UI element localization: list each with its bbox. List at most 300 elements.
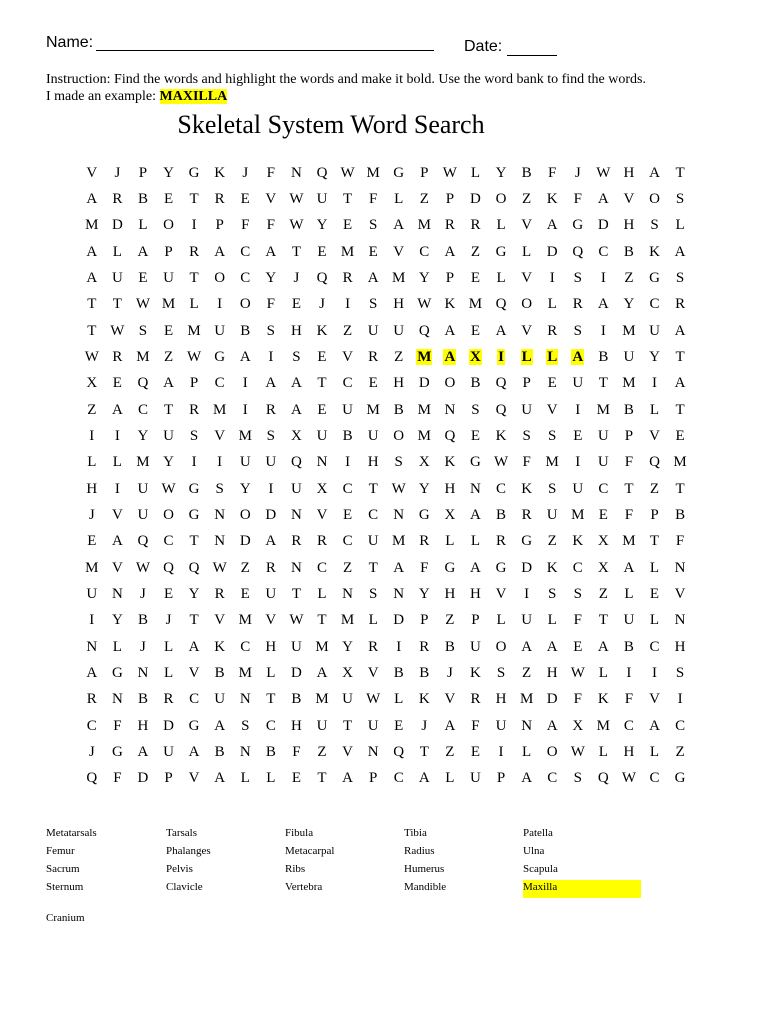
- grid-letter[interactable]: E: [317, 348, 327, 365]
- grid-letter[interactable]: K: [597, 691, 609, 708]
- grid-letter[interactable]: E: [317, 243, 327, 260]
- grid-letter[interactable]: Z: [342, 559, 353, 576]
- grid-letter[interactable]: M: [596, 401, 611, 418]
- grid-letter[interactable]: I: [345, 454, 351, 471]
- grid-letter[interactable]: K: [418, 691, 430, 708]
- grid-letter[interactable]: U: [163, 427, 174, 444]
- grid-letter[interactable]: L: [112, 243, 122, 260]
- grid-letter[interactable]: R: [265, 559, 276, 576]
- grid-letter[interactable]: A: [546, 217, 558, 234]
- grid-letter[interactable]: L: [470, 533, 481, 550]
- grid-letter[interactable]: P: [420, 164, 429, 181]
- grid-letter[interactable]: T: [87, 322, 97, 339]
- grid-letter[interactable]: M: [187, 322, 201, 339]
- grid-letter[interactable]: W: [442, 164, 457, 181]
- grid-letter[interactable]: A: [649, 164, 660, 181]
- grid-letter[interactable]: H: [367, 454, 379, 471]
- grid-letter[interactable]: K: [546, 559, 558, 576]
- grid-letter[interactable]: T: [189, 190, 199, 207]
- grid-letter[interactable]: S: [266, 322, 275, 339]
- grid-letter[interactable]: T: [675, 348, 685, 365]
- grid-letter[interactable]: W: [570, 743, 585, 760]
- grid-letter[interactable]: M: [417, 348, 432, 365]
- grid-letter[interactable]: N: [239, 743, 251, 760]
- grid-letter[interactable]: L: [496, 217, 506, 234]
- grid-letter[interactable]: J: [114, 164, 121, 181]
- grid-letter[interactable]: R: [675, 296, 686, 313]
- grid-letter[interactable]: U: [265, 585, 277, 602]
- grid-letter[interactable]: K: [444, 454, 456, 471]
- grid-letter[interactable]: H: [495, 691, 507, 708]
- grid-letter[interactable]: K: [470, 664, 481, 681]
- grid-letter[interactable]: Z: [87, 401, 97, 418]
- grid-letter[interactable]: Q: [316, 164, 328, 181]
- grid-letter[interactable]: S: [675, 664, 685, 681]
- grid-letter[interactable]: N: [316, 454, 328, 471]
- grid-letter[interactable]: E: [368, 375, 378, 392]
- grid-letter[interactable]: G: [649, 269, 660, 286]
- grid-letter[interactable]: W: [212, 559, 227, 576]
- grid-letter[interactable]: T: [189, 612, 199, 629]
- grid-letter[interactable]: O: [239, 296, 251, 313]
- grid-letter[interactable]: I: [677, 691, 683, 708]
- grid-letter[interactable]: Q: [649, 454, 660, 471]
- grid-letter[interactable]: W: [621, 770, 637, 787]
- grid-letter[interactable]: A: [111, 533, 123, 550]
- grid-letter[interactable]: L: [368, 612, 378, 629]
- grid-letter[interactable]: Y: [111, 612, 123, 629]
- grid-letter[interactable]: B: [342, 427, 353, 444]
- grid-letter[interactable]: L: [598, 743, 608, 760]
- grid-letter[interactable]: R: [265, 401, 276, 418]
- grid-letter[interactable]: T: [163, 401, 174, 418]
- grid-letter[interactable]: C: [342, 480, 353, 497]
- grid-letter[interactable]: C: [163, 533, 174, 550]
- grid-letter[interactable]: L: [112, 638, 122, 655]
- grid-letter[interactable]: Z: [240, 559, 250, 576]
- grid-letter[interactable]: L: [163, 664, 174, 681]
- grid-letter[interactable]: I: [217, 454, 223, 471]
- grid-letter[interactable]: H: [623, 743, 635, 760]
- grid-letter[interactable]: Z: [624, 269, 634, 286]
- grid-letter[interactable]: I: [89, 427, 95, 444]
- grid-letter[interactable]: I: [575, 401, 581, 418]
- grid-letter[interactable]: Y: [137, 427, 149, 444]
- grid-letter[interactable]: M: [136, 348, 150, 365]
- grid-letter[interactable]: U: [111, 269, 123, 286]
- grid-letter[interactable]: A: [342, 770, 353, 787]
- grid-letter[interactable]: R: [470, 691, 481, 708]
- grid-letter[interactable]: A: [86, 664, 98, 681]
- grid-letter[interactable]: Z: [342, 322, 353, 339]
- grid-letter[interactable]: H: [674, 638, 686, 655]
- grid-letter[interactable]: Y: [239, 480, 251, 497]
- grid-letter[interactable]: N: [290, 559, 302, 576]
- grid-letter[interactable]: N: [86, 638, 98, 655]
- grid-letter[interactable]: C: [240, 638, 251, 655]
- grid-letter[interactable]: P: [215, 217, 224, 234]
- grid-letter[interactable]: U: [342, 401, 353, 418]
- grid-letter[interactable]: U: [342, 691, 353, 708]
- grid-letter[interactable]: M: [238, 427, 252, 444]
- grid-letter[interactable]: V: [188, 664, 200, 681]
- grid-letter[interactable]: H: [290, 322, 302, 339]
- grid-letter[interactable]: X: [342, 664, 353, 681]
- grid-letter[interactable]: U: [290, 638, 302, 655]
- grid-letter[interactable]: T: [112, 296, 122, 313]
- grid-letter[interactable]: R: [547, 322, 558, 339]
- grid-letter[interactable]: F: [624, 691, 634, 708]
- grid-letter[interactable]: A: [674, 375, 686, 392]
- grid-letter[interactable]: A: [470, 506, 481, 523]
- grid-letter[interactable]: D: [546, 243, 558, 260]
- grid-letter[interactable]: I: [396, 638, 402, 655]
- grid-letter[interactable]: A: [265, 375, 277, 392]
- grid-letter[interactable]: H: [86, 480, 98, 497]
- grid-letter[interactable]: I: [575, 454, 581, 471]
- grid-letter[interactable]: M: [213, 401, 227, 418]
- grid-letter[interactable]: E: [368, 243, 378, 260]
- grid-letter[interactable]: B: [265, 743, 276, 760]
- grid-letter[interactable]: V: [444, 691, 456, 708]
- grid-letter[interactable]: N: [239, 691, 251, 708]
- grid-letter[interactable]: M: [238, 612, 252, 629]
- grid-letter[interactable]: I: [114, 427, 120, 444]
- grid-letter[interactable]: A: [444, 717, 456, 734]
- grid-letter[interactable]: D: [239, 533, 251, 550]
- grid-letter[interactable]: T: [368, 559, 378, 576]
- grid-letter[interactable]: B: [393, 401, 404, 418]
- grid-letter[interactable]: A: [290, 401, 302, 418]
- grid-letter[interactable]: N: [290, 164, 302, 181]
- grid-letter[interactable]: S: [650, 217, 659, 234]
- grid-letter[interactable]: T: [342, 717, 353, 734]
- grid-letter[interactable]: U: [546, 506, 558, 523]
- grid-letter[interactable]: F: [624, 454, 634, 471]
- grid-letter[interactable]: L: [522, 243, 532, 260]
- grid-letter[interactable]: Q: [495, 296, 507, 313]
- grid-letter[interactable]: K: [214, 164, 226, 181]
- grid-letter[interactable]: S: [241, 717, 250, 734]
- grid-letter[interactable]: W: [417, 296, 432, 313]
- grid-letter[interactable]: I: [498, 348, 504, 365]
- grid-letter[interactable]: K: [649, 243, 660, 260]
- grid-letter[interactable]: Q: [316, 269, 328, 286]
- grid-letter[interactable]: A: [111, 401, 123, 418]
- grid-letter[interactable]: W: [135, 296, 151, 313]
- grid-letter[interactable]: B: [623, 243, 634, 260]
- grid-letter[interactable]: N: [111, 585, 123, 602]
- grid-letter[interactable]: Q: [418, 322, 430, 339]
- grid-letter[interactable]: T: [598, 375, 608, 392]
- grid-letter[interactable]: R: [496, 533, 507, 550]
- grid-letter[interactable]: I: [191, 454, 197, 471]
- grid-letter[interactable]: P: [164, 770, 173, 787]
- grid-letter[interactable]: K: [572, 533, 584, 550]
- grid-letter[interactable]: C: [86, 717, 97, 734]
- grid-letter[interactable]: S: [215, 480, 224, 497]
- grid-letter[interactable]: X: [418, 454, 430, 471]
- grid-letter[interactable]: V: [521, 322, 533, 339]
- grid-letter[interactable]: S: [496, 664, 506, 681]
- grid-letter[interactable]: B: [214, 743, 225, 760]
- grid-letter[interactable]: Q: [86, 770, 98, 787]
- grid-letter[interactable]: P: [164, 243, 173, 260]
- grid-letter[interactable]: V: [495, 585, 507, 602]
- grid-letter[interactable]: X: [597, 559, 609, 576]
- grid-letter[interactable]: X: [572, 717, 584, 734]
- grid-letter[interactable]: A: [316, 664, 328, 681]
- grid-letter[interactable]: A: [649, 717, 660, 734]
- grid-letter[interactable]: H: [623, 164, 635, 181]
- grid-letter[interactable]: V: [86, 164, 98, 181]
- grid-letter[interactable]: H: [444, 480, 456, 497]
- grid-letter[interactable]: L: [240, 770, 250, 787]
- grid-letter[interactable]: M: [417, 427, 431, 444]
- grid-letter[interactable]: A: [521, 638, 533, 655]
- grid-letter[interactable]: U: [367, 427, 379, 444]
- grid-letter[interactable]: W: [289, 612, 304, 629]
- grid-letter[interactable]: B: [214, 664, 225, 681]
- grid-letter[interactable]: S: [368, 217, 378, 234]
- grid-letter[interactable]: O: [521, 296, 533, 313]
- grid-letter[interactable]: C: [496, 480, 507, 497]
- grid-letter[interactable]: M: [519, 691, 534, 708]
- grid-letter[interactable]: A: [444, 348, 456, 365]
- grid-letter[interactable]: A: [444, 322, 456, 339]
- grid-letter[interactable]: B: [623, 638, 634, 655]
- grid-letter[interactable]: U: [290, 480, 302, 497]
- grid-letter[interactable]: I: [498, 743, 504, 760]
- grid-letter[interactable]: I: [549, 269, 555, 286]
- grid-letter[interactable]: I: [626, 664, 632, 681]
- grid-letter[interactable]: P: [445, 269, 455, 286]
- grid-letter[interactable]: V: [214, 427, 226, 444]
- grid-letter[interactable]: L: [649, 559, 660, 576]
- grid-letter[interactable]: M: [417, 217, 431, 234]
- grid-letter[interactable]: T: [317, 375, 327, 392]
- grid-letter[interactable]: A: [597, 296, 609, 313]
- grid-letter[interactable]: A: [265, 243, 277, 260]
- grid-letter[interactable]: L: [522, 743, 532, 760]
- grid-letter[interactable]: U: [86, 585, 98, 602]
- grid-letter[interactable]: Z: [317, 743, 327, 760]
- grid-letter[interactable]: Y: [418, 585, 430, 602]
- grid-letter[interactable]: B: [137, 190, 148, 207]
- grid-letter[interactable]: V: [649, 427, 660, 444]
- grid-letter[interactable]: B: [521, 164, 532, 181]
- grid-letter[interactable]: D: [137, 770, 149, 787]
- grid-letter[interactable]: J: [88, 743, 95, 760]
- grid-letter[interactable]: Q: [597, 770, 609, 787]
- grid-letter[interactable]: W: [391, 480, 406, 497]
- grid-letter[interactable]: D: [290, 664, 302, 681]
- grid-letter[interactable]: L: [521, 348, 532, 365]
- grid-letter[interactable]: O: [649, 190, 660, 207]
- grid-letter[interactable]: N: [444, 401, 456, 418]
- grid-letter[interactable]: F: [420, 559, 429, 576]
- grid-letter[interactable]: R: [572, 296, 583, 313]
- grid-letter[interactable]: A: [188, 743, 200, 760]
- grid-letter[interactable]: Z: [445, 612, 455, 629]
- grid-letter[interactable]: H: [623, 217, 635, 234]
- grid-letter[interactable]: B: [623, 401, 634, 418]
- grid-letter[interactable]: A: [214, 717, 226, 734]
- grid-letter[interactable]: F: [675, 533, 685, 550]
- grid-letter[interactable]: T: [317, 770, 327, 787]
- grid-letter[interactable]: L: [163, 638, 174, 655]
- grid-letter[interactable]: S: [548, 480, 557, 497]
- grid-letter[interactable]: K: [316, 322, 328, 339]
- grid-letter[interactable]: Q: [444, 427, 456, 444]
- grid-letter[interactable]: F: [471, 717, 480, 734]
- grid-letter[interactable]: V: [265, 612, 277, 629]
- grid-letter[interactable]: C: [214, 375, 225, 392]
- grid-letter[interactable]: J: [293, 269, 300, 286]
- grid-letter[interactable]: U: [470, 638, 481, 655]
- grid-letter[interactable]: C: [623, 717, 634, 734]
- grid-letter[interactable]: L: [496, 612, 506, 629]
- grid-letter[interactable]: U: [393, 322, 405, 339]
- grid-letter[interactable]: V: [265, 190, 277, 207]
- grid-letter[interactable]: F: [292, 743, 301, 760]
- grid-letter[interactable]: J: [140, 585, 146, 602]
- grid-letter[interactable]: H: [546, 664, 558, 681]
- grid-letter[interactable]: R: [112, 190, 123, 207]
- grid-letter[interactable]: S: [573, 770, 582, 787]
- grid-letter[interactable]: A: [86, 269, 98, 286]
- grid-letter[interactable]: T: [291, 243, 301, 260]
- grid-letter[interactable]: V: [674, 585, 686, 602]
- grid-letter[interactable]: C: [342, 533, 353, 550]
- grid-letter[interactable]: I: [268, 348, 274, 365]
- grid-letter[interactable]: U: [163, 743, 174, 760]
- grid-letter[interactable]: M: [85, 217, 99, 234]
- grid-letter[interactable]: Y: [623, 296, 635, 313]
- grid-letter[interactable]: S: [394, 454, 403, 471]
- grid-letter[interactable]: U: [367, 717, 379, 734]
- grid-letter[interactable]: M: [161, 296, 176, 313]
- grid-letter[interactable]: S: [189, 427, 199, 444]
- grid-letter[interactable]: W: [340, 164, 355, 181]
- grid-letter[interactable]: T: [419, 743, 429, 760]
- grid-letter[interactable]: L: [675, 217, 685, 234]
- grid-letter[interactable]: U: [597, 427, 609, 444]
- grid-letter[interactable]: R: [86, 691, 97, 708]
- grid-letter[interactable]: M: [468, 296, 483, 313]
- grid-letter[interactable]: V: [521, 269, 533, 286]
- grid-letter[interactable]: T: [266, 691, 276, 708]
- grid-letter[interactable]: N: [290, 506, 302, 523]
- grid-letter[interactable]: Q: [290, 454, 302, 471]
- grid-letter[interactable]: L: [547, 296, 557, 313]
- grid-letter[interactable]: L: [266, 664, 276, 681]
- grid-letter[interactable]: A: [137, 243, 149, 260]
- grid-letter[interactable]: X: [86, 375, 98, 392]
- grid-letter[interactable]: M: [392, 533, 406, 550]
- grid-letter[interactable]: Z: [649, 480, 660, 497]
- name-field[interactable]: [96, 50, 434, 51]
- grid-letter[interactable]: G: [674, 770, 686, 787]
- grid-letter[interactable]: F: [368, 190, 378, 207]
- grid-letter[interactable]: A: [470, 559, 481, 576]
- grid-letter[interactable]: Z: [163, 348, 174, 365]
- grid-letter[interactable]: A: [214, 770, 226, 787]
- grid-letter[interactable]: E: [87, 533, 97, 550]
- grid-letter[interactable]: E: [573, 427, 583, 444]
- grid-letter[interactable]: T: [624, 480, 634, 497]
- grid-letter[interactable]: F: [573, 190, 582, 207]
- grid-letter[interactable]: L: [624, 585, 634, 602]
- grid-letter[interactable]: U: [367, 322, 379, 339]
- grid-letter[interactable]: Z: [598, 585, 608, 602]
- grid-letter[interactable]: M: [622, 375, 636, 392]
- grid-letter[interactable]: S: [522, 427, 531, 444]
- grid-letter[interactable]: M: [340, 612, 355, 629]
- grid-letter[interactable]: U: [572, 480, 584, 497]
- grid-letter[interactable]: R: [368, 348, 379, 365]
- grid-letter[interactable]: Y: [418, 269, 430, 286]
- grid-letter[interactable]: C: [265, 717, 276, 734]
- grid-letter[interactable]: I: [345, 296, 351, 313]
- grid-letter[interactable]: K: [546, 190, 558, 207]
- grid-letter[interactable]: E: [291, 296, 301, 313]
- grid-letter[interactable]: E: [240, 190, 250, 207]
- grid-letter[interactable]: H: [290, 717, 302, 734]
- grid-letter[interactable]: H: [393, 375, 405, 392]
- grid-letter[interactable]: D: [546, 691, 558, 708]
- grid-letter[interactable]: S: [573, 269, 582, 286]
- grid-letter[interactable]: V: [649, 691, 660, 708]
- grid-letter[interactable]: U: [316, 190, 328, 207]
- grid-letter[interactable]: H: [470, 585, 481, 602]
- grid-letter[interactable]: E: [342, 506, 353, 523]
- grid-letter[interactable]: Q: [163, 559, 174, 576]
- grid-letter[interactable]: C: [649, 296, 660, 313]
- grid-letter[interactable]: A: [290, 375, 302, 392]
- grid-letter[interactable]: U: [495, 717, 507, 734]
- grid-letter[interactable]: Y: [495, 164, 507, 181]
- grid-letter[interactable]: R: [419, 638, 430, 655]
- grid-letter[interactable]: G: [188, 717, 200, 734]
- grid-letter[interactable]: H: [444, 585, 456, 602]
- grid-letter[interactable]: I: [89, 612, 95, 629]
- grid-letter[interactable]: B: [291, 691, 302, 708]
- grid-letter[interactable]: V: [393, 243, 405, 260]
- grid-letter[interactable]: U: [163, 269, 174, 286]
- grid-letter[interactable]: X: [470, 348, 481, 365]
- grid-letter[interactable]: F: [241, 217, 250, 234]
- grid-letter[interactable]: M: [136, 454, 150, 471]
- grid-letter[interactable]: F: [266, 217, 275, 234]
- grid-letter[interactable]: F: [522, 454, 531, 471]
- grid-letter[interactable]: M: [417, 401, 431, 418]
- grid-letter[interactable]: C: [547, 770, 558, 787]
- grid-letter[interactable]: U: [316, 717, 328, 734]
- grid-letter[interactable]: M: [622, 533, 636, 550]
- grid-letter[interactable]: I: [114, 480, 120, 497]
- grid-letter[interactable]: U: [470, 770, 481, 787]
- grid-letter[interactable]: V: [188, 770, 200, 787]
- grid-letter[interactable]: I: [191, 217, 197, 234]
- grid-letter[interactable]: E: [547, 375, 557, 392]
- grid-letter[interactable]: C: [342, 375, 353, 392]
- grid-letter[interactable]: Z: [547, 533, 557, 550]
- grid-letter[interactable]: L: [470, 164, 481, 181]
- grid-letter[interactable]: L: [598, 664, 608, 681]
- grid-letter[interactable]: N: [393, 585, 405, 602]
- grid-letter[interactable]: T: [87, 296, 97, 313]
